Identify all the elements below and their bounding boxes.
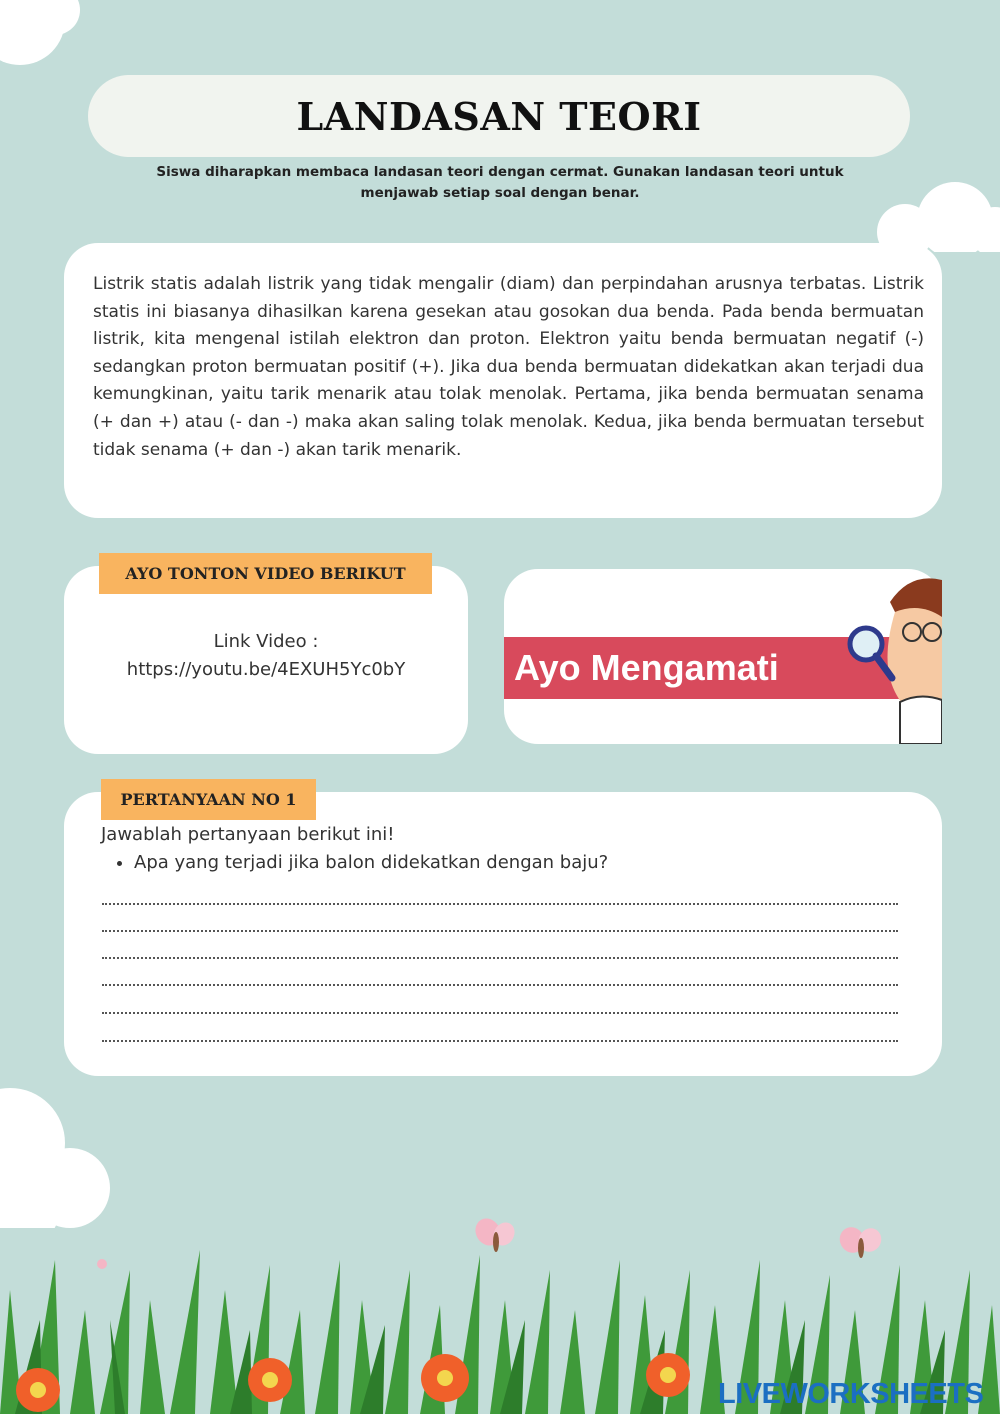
question-list — [112, 852, 608, 873]
cloud-decoration-right — [870, 182, 1000, 252]
question-tag: PERTANYAAN NO 1 — [101, 779, 316, 820]
observe-banner-text: Ayo Mengamati — [514, 647, 779, 688]
answer-line-1 — [102, 903, 898, 905]
cloud-decoration-bottom-left — [0, 1088, 130, 1228]
question-intro: Jawablah pertanyaan berikut ini! — [101, 824, 395, 845]
page-title: LANDASAN TEORI — [296, 93, 702, 139]
answer-line-2 — [102, 930, 898, 932]
cloud-decoration-top-left — [0, 0, 90, 90]
subtitle-line-2: menjawab setiap soal dengan benar. — [360, 185, 640, 201]
magnifier-boy-illustration — [840, 572, 942, 744]
video-link-label: Link Video : — [213, 631, 319, 652]
answer-line-6 — [102, 1040, 898, 1042]
video-link-block — [64, 628, 468, 684]
theory-text: Listrik statis adalah listrik yang tidak mengalir (diam) dan perpindahan arusnya terbatas. Listrik statis ini biasanya dihasilkan karena gesekan atau gosokan dua benda. Pada benda bermuatan listrik, kita mengenal istilah elektron dan proton. Elektron yaitu benda bermuatan negatif (-) sedangkan proton bermuatan positif (+). Jika dua benda bermuatan didekatkan akan terjadi dua kemungkinan, yaitu tarik menarik atau tolak menolak. Pertama, jika benda bermuatan senama (+ dan +) atau (- dan -) maka akan saling tolak menolak. Kedua, jika benda bermuatan tersebut tidak senama (+ dan -) akan tarik menarik. — [93, 274, 924, 460]
question-item: • Apa yang terjadi jika balon didekatkan dengan baju? — [134, 852, 608, 873]
title-banner — [88, 75, 910, 157]
video-link-url[interactable]: https://youtu.be/4EXUH5Yc0bY — [126, 659, 406, 680]
answer-line-4 — [102, 984, 898, 986]
answer-line-3 — [102, 957, 898, 959]
page-subtitle — [140, 162, 860, 204]
liveworksheets-logo: LIVEWORKSHEETS — [718, 1378, 984, 1410]
answer-line-5 — [102, 1012, 898, 1014]
subtitle-line-1: Siswa diharapkan membaca landasan teori dengan cermat. Gunakan landasan teori untuk — [156, 164, 844, 180]
video-tag: AYO TONTON VIDEO BERIKUT — [99, 553, 432, 594]
answer-area[interactable] — [100, 890, 900, 1050]
